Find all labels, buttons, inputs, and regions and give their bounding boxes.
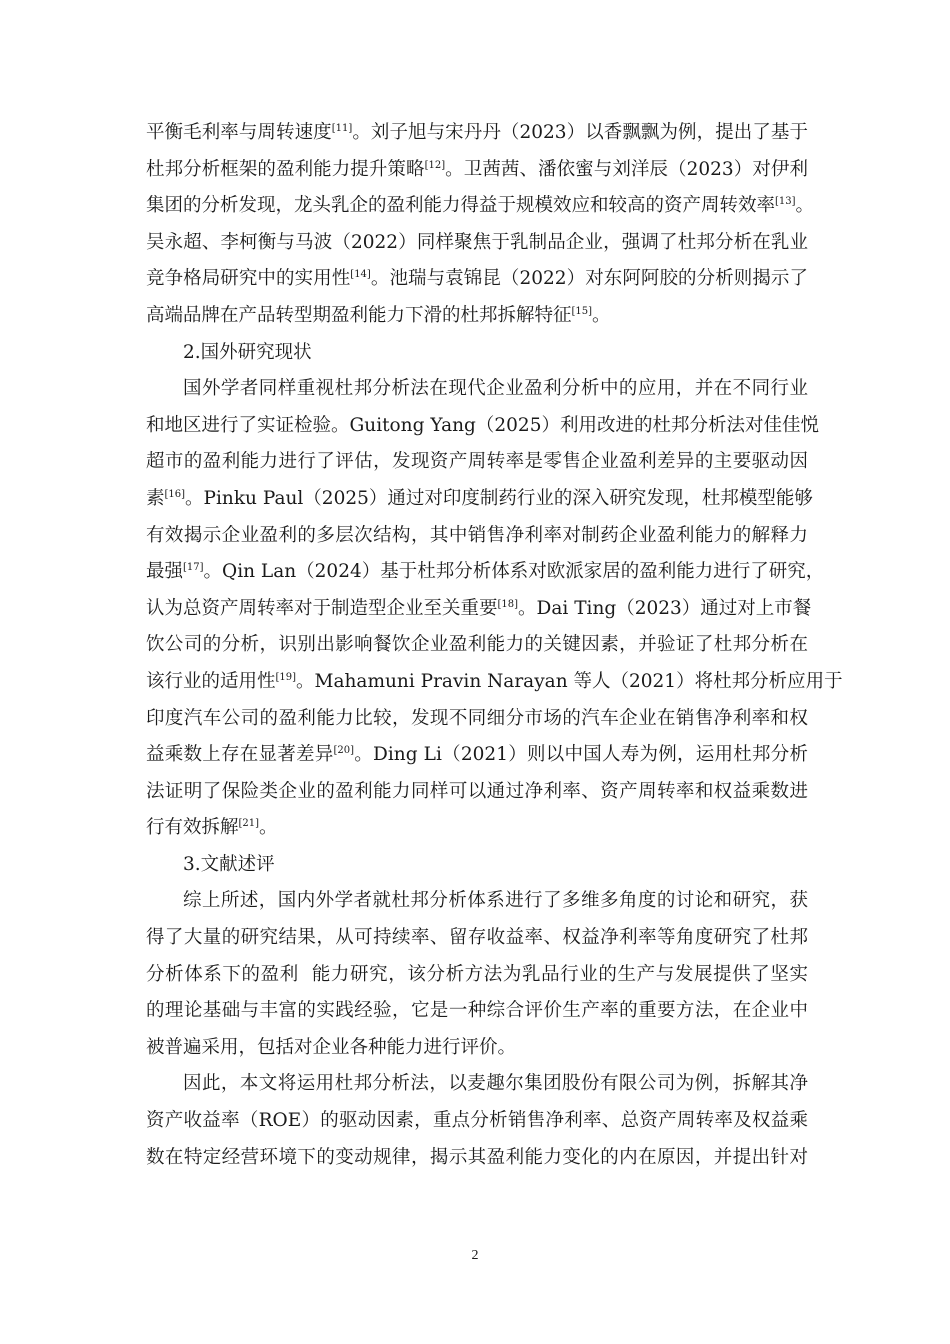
text-line: 高端品牌在产品转型期盈利能力下滑的杜邦拆解特征[15]。 bbox=[146, 304, 611, 326]
text-line: 印度汽车公司的盈利能力比较，发现不同细分市场的汽车企业在销售净利率和权 bbox=[146, 707, 808, 729]
text-line: 得了大量的研究结果，从可持续率、留存收益率、权益净利率等角度研究了杜邦 bbox=[146, 927, 808, 949]
text-line: 被普遍采用，包括对企业各种能力进行评价。 bbox=[146, 1036, 517, 1058]
text-line: 集团的分析发现，龙头乳企的盈利能力得益于规模效应和较高的资产周转效率[13]。 bbox=[146, 195, 815, 217]
text-line: 资产收益率（ROE）的驱动因素，重点分析销售净利率、总资产周转率及权益乘 bbox=[146, 1110, 808, 1132]
text-line: 的理论基础与丰富的实践经验，它是一种综合评价生产率的重要方法，在企业中 bbox=[146, 1000, 808, 1022]
text-line: 竞争格局研究中的实用性[14]。池瑞与袁锦昆（2022）对东阿阿胶的分析则揭示了 bbox=[146, 268, 808, 290]
text-line: 认为总资产周转率对于制造型企业至关重要[18]。Dai Ting（2023）通过对上市餐 bbox=[146, 597, 812, 619]
text-line: 分析体系下的盈利 能力研究，该分析方法为乳品行业的生产与发展提供了坚实 bbox=[146, 963, 808, 985]
text-line: 杜邦分析框架的盈利能力提升策略[12]。卫茜茜、潘依蜜与刘洋辰（2023）对伊利 bbox=[146, 158, 808, 180]
text-line: 国外学者同样重视杜邦分析法在现代企业盈利分析中的应用，并在不同行业 bbox=[183, 378, 808, 400]
text-line: 和地区进行了实证检验。Guitong Yang（2025）利用改进的杜邦分析法对佳佳悦 bbox=[146, 414, 819, 436]
text-line: 最强[17]。Qin Lan（2024）基于杜邦分析体系对欧派家居的盈利能力进行了研究， bbox=[146, 561, 825, 583]
text-line: 数在特定经营环境下的变动规律，揭示其盈利能力变化的内在原因，并提出针对 bbox=[146, 1146, 808, 1168]
section-heading-foreign-research: 2.国外研究现状 bbox=[183, 341, 312, 363]
page-number: 2 bbox=[471, 1248, 479, 1263]
text-line: 吴永超、李柯衡与马波（2022）同样聚焦于乳制品企业，强调了杜邦分析在乳业 bbox=[146, 231, 808, 253]
text-line: 行有效拆解[21]。 bbox=[146, 817, 278, 839]
text-line: 该行业的适用性[19]。Mahamuni Pravin Narayan 等人（2021）将杜邦分析应用于 bbox=[146, 670, 843, 692]
text-line: 法证明了保险类企业的盈利能力同样可以通过净利率、资产周转率和权益乘数进 bbox=[146, 780, 808, 802]
text-line: 综上所述，国内外学者就杜邦分析体系进行了多维多角度的讨论和研究，获 bbox=[183, 890, 808, 912]
section-heading-literature-review: 3.文献述评 bbox=[183, 853, 275, 875]
text-line: 益乘数上存在显著差异[20]。Ding Li（2021）则以中国人寿为例，运用杜邦分析 bbox=[146, 744, 808, 766]
text-line: 因此，本文将运用杜邦分析法，以麦趣尔集团股份有限公司为例，拆解其净 bbox=[183, 1073, 808, 1095]
document-body bbox=[146, 115, 843, 1176]
text-line: 超市的盈利能力进行了评估，发现资产周转率是零售企业盈利差异的主要驱动因 bbox=[146, 451, 808, 473]
text-line: 平衡毛利率与周转速度[11]。刘子旭与宋丹丹（2023）以香飘飘为例，提出了基于 bbox=[146, 122, 808, 143]
text-line: 有效揭示企业盈利的多层次结构，其中销售净利率对制药企业盈利能力的解释力 bbox=[146, 524, 808, 546]
text-line: 素[16]。Pinku Paul（2025）通过对印度制药行业的深入研究发现，杜邦模型能够 bbox=[146, 487, 813, 509]
paragraph-domestic-review-end bbox=[146, 115, 815, 335]
paragraph-foreign-research bbox=[146, 371, 843, 847]
paragraph-research-purpose bbox=[146, 1066, 808, 1176]
text-line: 饮公司的分析，识别出影响餐饮企业盈利能力的关键因素，并验证了杜邦分析在 bbox=[146, 634, 808, 656]
paragraph-literature-summary bbox=[146, 883, 808, 1066]
